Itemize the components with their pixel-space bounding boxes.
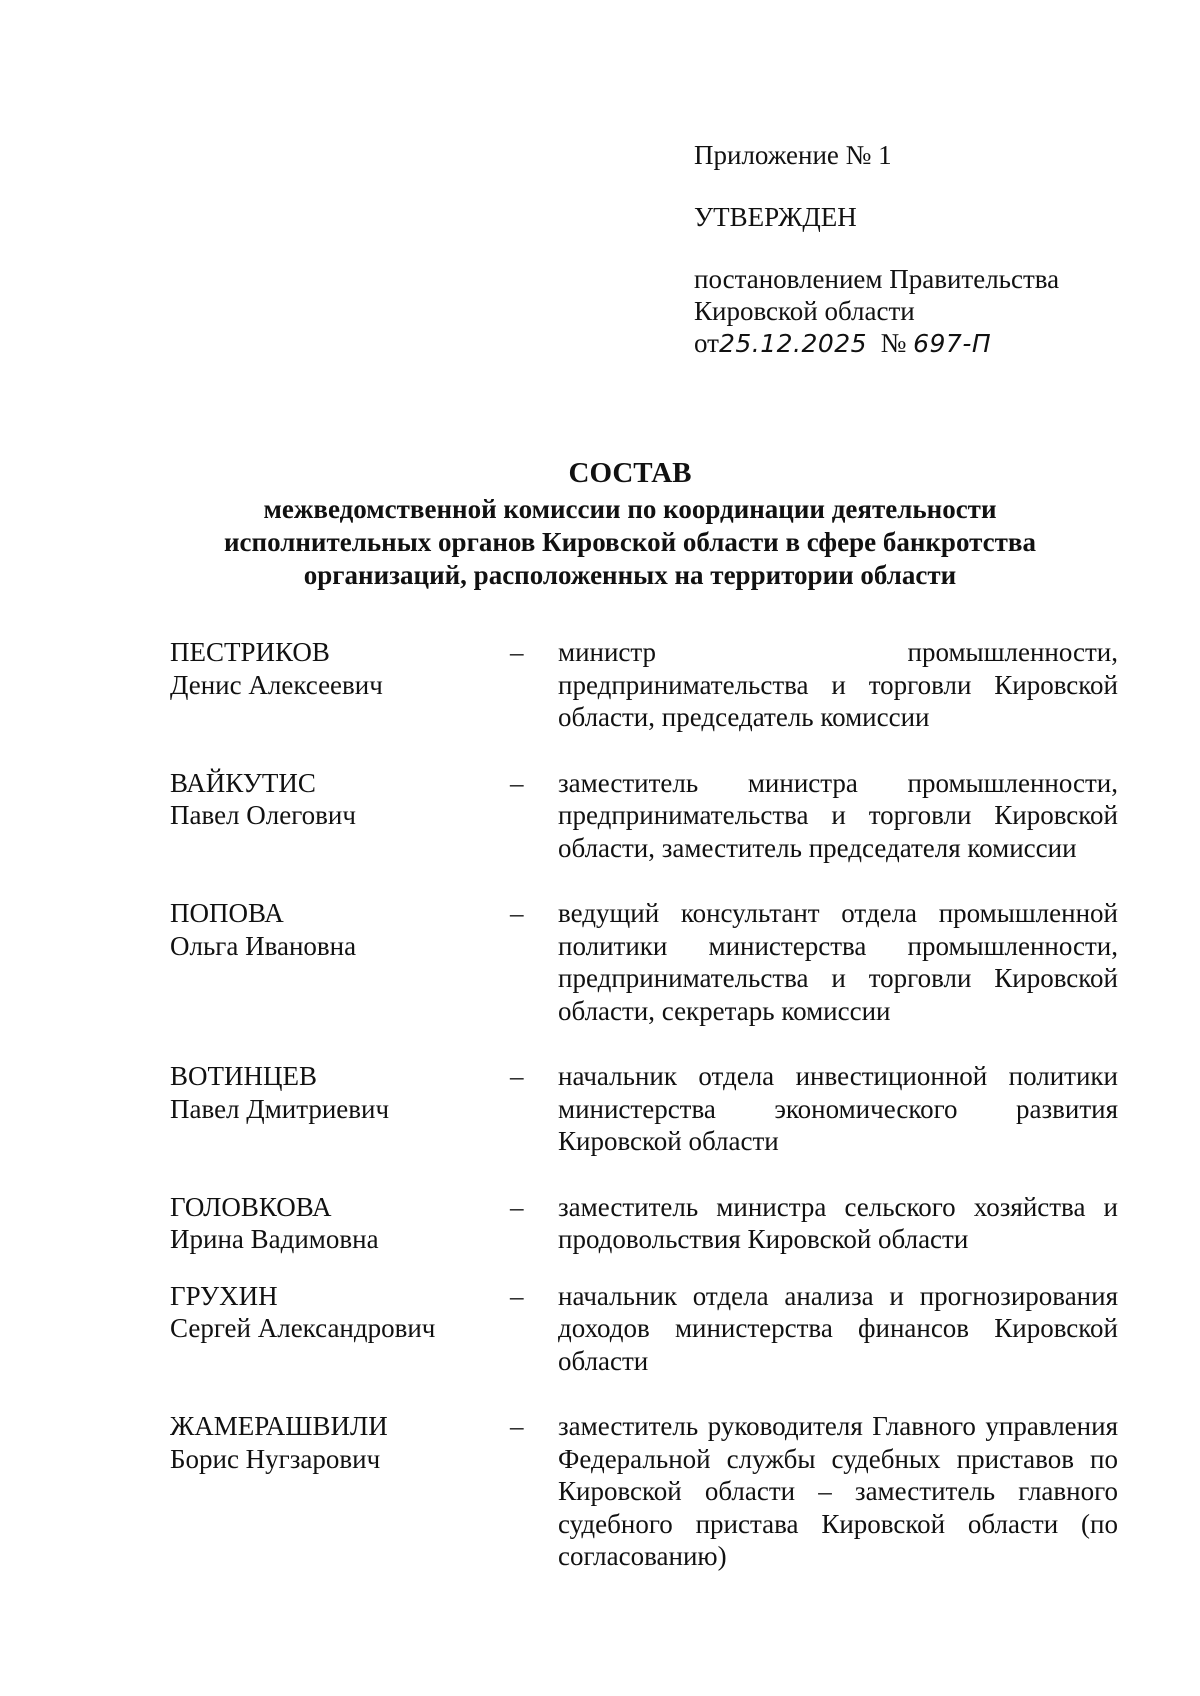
member-role: министр промышленности, предпринимательства и торговли Кировской области, председатель комиссии [558,637,1118,732]
member-role: начальник отдела анализа и прогнозирования доходов министерства финансов Кировской области [558,1280,1118,1376]
member-surname: ВАЙКУТИС [170,767,316,798]
decree-number: 697-П [913,329,992,358]
title-main: СОСТАВ [568,457,692,489]
member-entry [170,1060,1128,1158]
member-entry [170,1191,1128,1256]
approved-by-line-1: постановлением Правительства [694,264,1060,294]
decree-date-number [694,327,1134,360]
member-person [170,767,510,865]
member-role: ведущий консультант отдела промышленной политики министерства промышленности, предпринимательства и торговли Кировской области, секретарь комиссии [558,898,1118,1026]
member-entry [170,897,1128,1027]
approved-by-line-2: Кировской области [694,296,915,326]
dash-separator: – [510,1191,524,1222]
member-surname: ГОЛОВКОВА [170,1191,332,1222]
member-entry [170,1410,1128,1573]
member-name: Сергей Александрович [170,1313,436,1343]
member-role: заместитель министра промышленности, предпринимательства и торговли Кировской области, заместитель председателя комиссии [558,767,1118,863]
approved-label: УТВЕРЖДЕН [694,202,857,232]
dash-separator: – [510,898,524,928]
member-surname: ГРУХИН [170,1280,278,1311]
member-entry [170,1280,1128,1378]
member-surname: ВОТИНЦЕВ [170,1061,317,1091]
dash-separator: – [510,637,524,667]
approval-block [694,139,1134,360]
member-role: начальник отдела инвестиционной политики министерства экономического развития Кировской области [558,1061,1118,1156]
member-person [170,1191,510,1256]
member-surname: ЖАМЕРАШВИЛИ [170,1411,388,1441]
member-person [170,1410,510,1573]
members-list [170,636,1128,1606]
member-role: заместитель руководителя Главного управления Федеральной службы судебных приставов по Кировской области – заместитель главного судебного пристава Кировской области (по согласованию) [558,1411,1118,1571]
title-line-2: исполнительных органов Кировской области в сфере банкротства [223,527,1037,557]
dash-separator: – [510,1411,524,1441]
member-entry [170,767,1128,865]
member-person [170,897,510,1027]
dash-separator: – [510,1280,524,1311]
member-name: Денис Алексеевич [170,669,383,700]
member-person [170,636,510,734]
member-name: Ольга Ивановна [170,930,357,961]
appendix-label: Приложение № 1 [694,140,892,170]
decree-date: 25.12.2025 [718,329,868,358]
member-surname: ПЕСТРИКОВ [170,637,330,667]
member-person [170,1060,510,1158]
member-surname: ПОПОВА [170,898,284,928]
member-name: Борис Нугзарович [170,1443,381,1474]
member-person [170,1280,510,1378]
member-name: Павел Олегович [170,800,356,830]
member-name: Павел Дмитриевич [170,1093,390,1124]
member-name: Ирина Вадимовна [170,1224,379,1254]
member-entry [170,636,1128,734]
title-line-1: межведомственной комиссии по координации деятельности [263,494,997,524]
title-line-3: организаций, расположенных на территории области [303,560,957,590]
dash-separator: – [510,1061,524,1091]
date-prefix: от [694,328,719,358]
dash-separator: – [510,767,524,798]
number-prefix: № [880,328,907,358]
member-role: заместитель министра сельского хозяйства и продовольствия Кировской области [558,1191,1118,1254]
document-title [130,455,1130,592]
